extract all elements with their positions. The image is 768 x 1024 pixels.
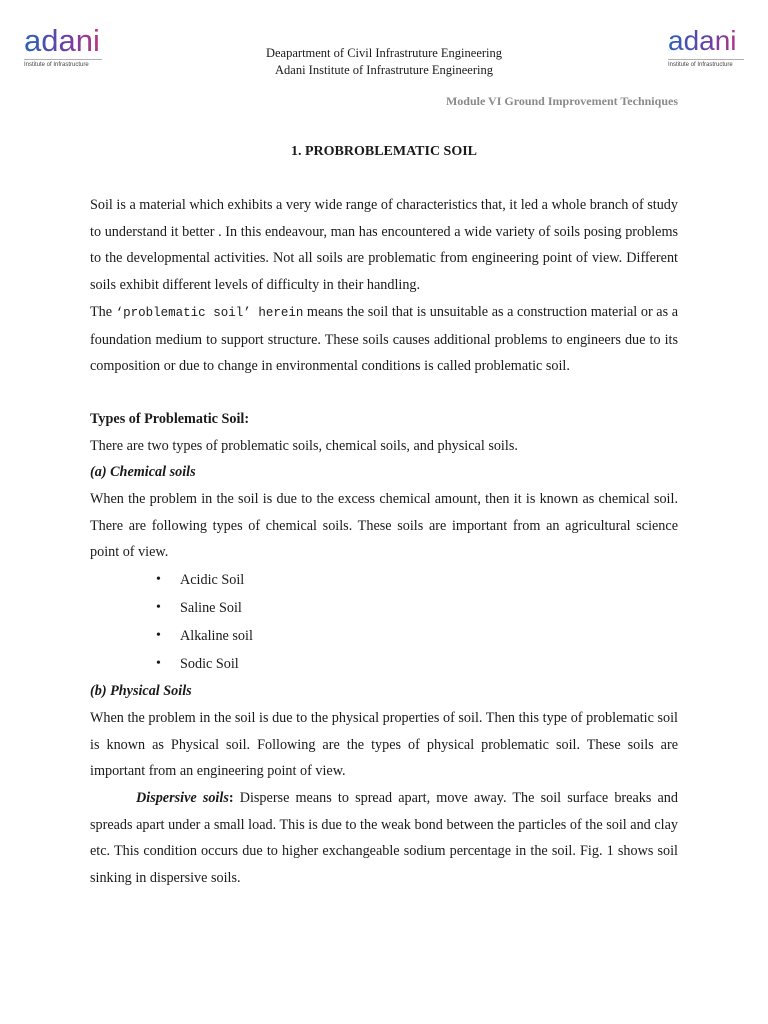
dispersive-text: Disperse means to spread apart, move away. The soil surface breaks and spreads apart under a small load. This is due to the weak bond between the particles of the soil and clay etc. This condition occurs due to higher exchangeable sodium percentage in the soil. Fig. 1 shows soil sinking in dispersive soils. [90, 789, 678, 887]
logo-tagline: Institute of Infrastructure [24, 62, 89, 68]
types-text: There are two types of problematic soils, chemical soils, and physical soils. [90, 437, 518, 454]
logo-wordmark: adani [668, 26, 744, 56]
physical-text: When the problem in the soil is due to the physical properties of soil. Then this type of problematic soil is known as Physical soil. Following are the types of physical problematic soil. These soils are important from an engineering point of view. [90, 709, 678, 780]
definition-lead: The [90, 303, 116, 320]
list-item-label: Alkaline soil [180, 628, 253, 645]
list-item-label: Acidic Soil [180, 572, 245, 589]
chemical-soil-list [90, 566, 678, 678]
list-item-label: Sodic Soil [180, 656, 239, 673]
logo-tagline: Institute of Infrastructure [668, 62, 733, 68]
dispersive-label: Dispersive soils [136, 789, 229, 806]
bullet-icon: • [156, 628, 161, 644]
list-item [154, 566, 678, 594]
bullet-icon: • [156, 572, 161, 588]
dispersive-paragraph [90, 785, 678, 892]
definition-text: means the soil that is unsuitable as a construction material or as a foundation medium to support structure. These soils causes additional problems to engineers due to its composition or due to change in environmental conditions is called problematic soil. [90, 303, 678, 375]
chemical-heading: (a) Chemical soils [90, 464, 196, 481]
page-title: 1. PROBROBLEMATIC SOIL [290, 144, 478, 159]
list-item [154, 594, 678, 622]
definition-paragraph [90, 299, 678, 380]
bullet-icon: • [156, 600, 161, 616]
spacer [90, 380, 678, 406]
list-item-label: Saline Soil [180, 600, 242, 617]
module-title: Module VI Ground Improvement Techniques [445, 94, 678, 108]
list-item [154, 622, 678, 650]
logo-wordmark: adani [24, 26, 102, 56]
dispersive-colon: : [228, 789, 234, 806]
department-name: Deapartment of Civil Infrastruture Engineering [265, 46, 503, 60]
document-body [90, 192, 678, 892]
definition-term: ‘problematic soil’ herein [115, 305, 304, 320]
institute-name: Adani Institute of Infrastruture Engineering [275, 63, 493, 77]
intro-paragraph: Soil is a material which exhibits a very wide range of characteristics that, it led a whole branch of study to understand it better . In this endeavour, man has encountered a wide variety of soils posing problems to the developmental activities. Not all soils are problematic from engineering point of view. Different soils exhibit different levels of difficulty in their handling. [90, 197, 678, 294]
bullet-icon: • [156, 656, 161, 672]
chemical-text: When the problem in the soil is due to the excess chemical amount, then it is known as chemical soil. There are following types of chemical soils. These soils are important from an agricultural science point of view. [90, 491, 678, 561]
types-heading: Types of Problematic Soil: [90, 410, 250, 427]
physical-heading: (b) Physical Soils [90, 683, 192, 700]
list-item [154, 650, 678, 678]
